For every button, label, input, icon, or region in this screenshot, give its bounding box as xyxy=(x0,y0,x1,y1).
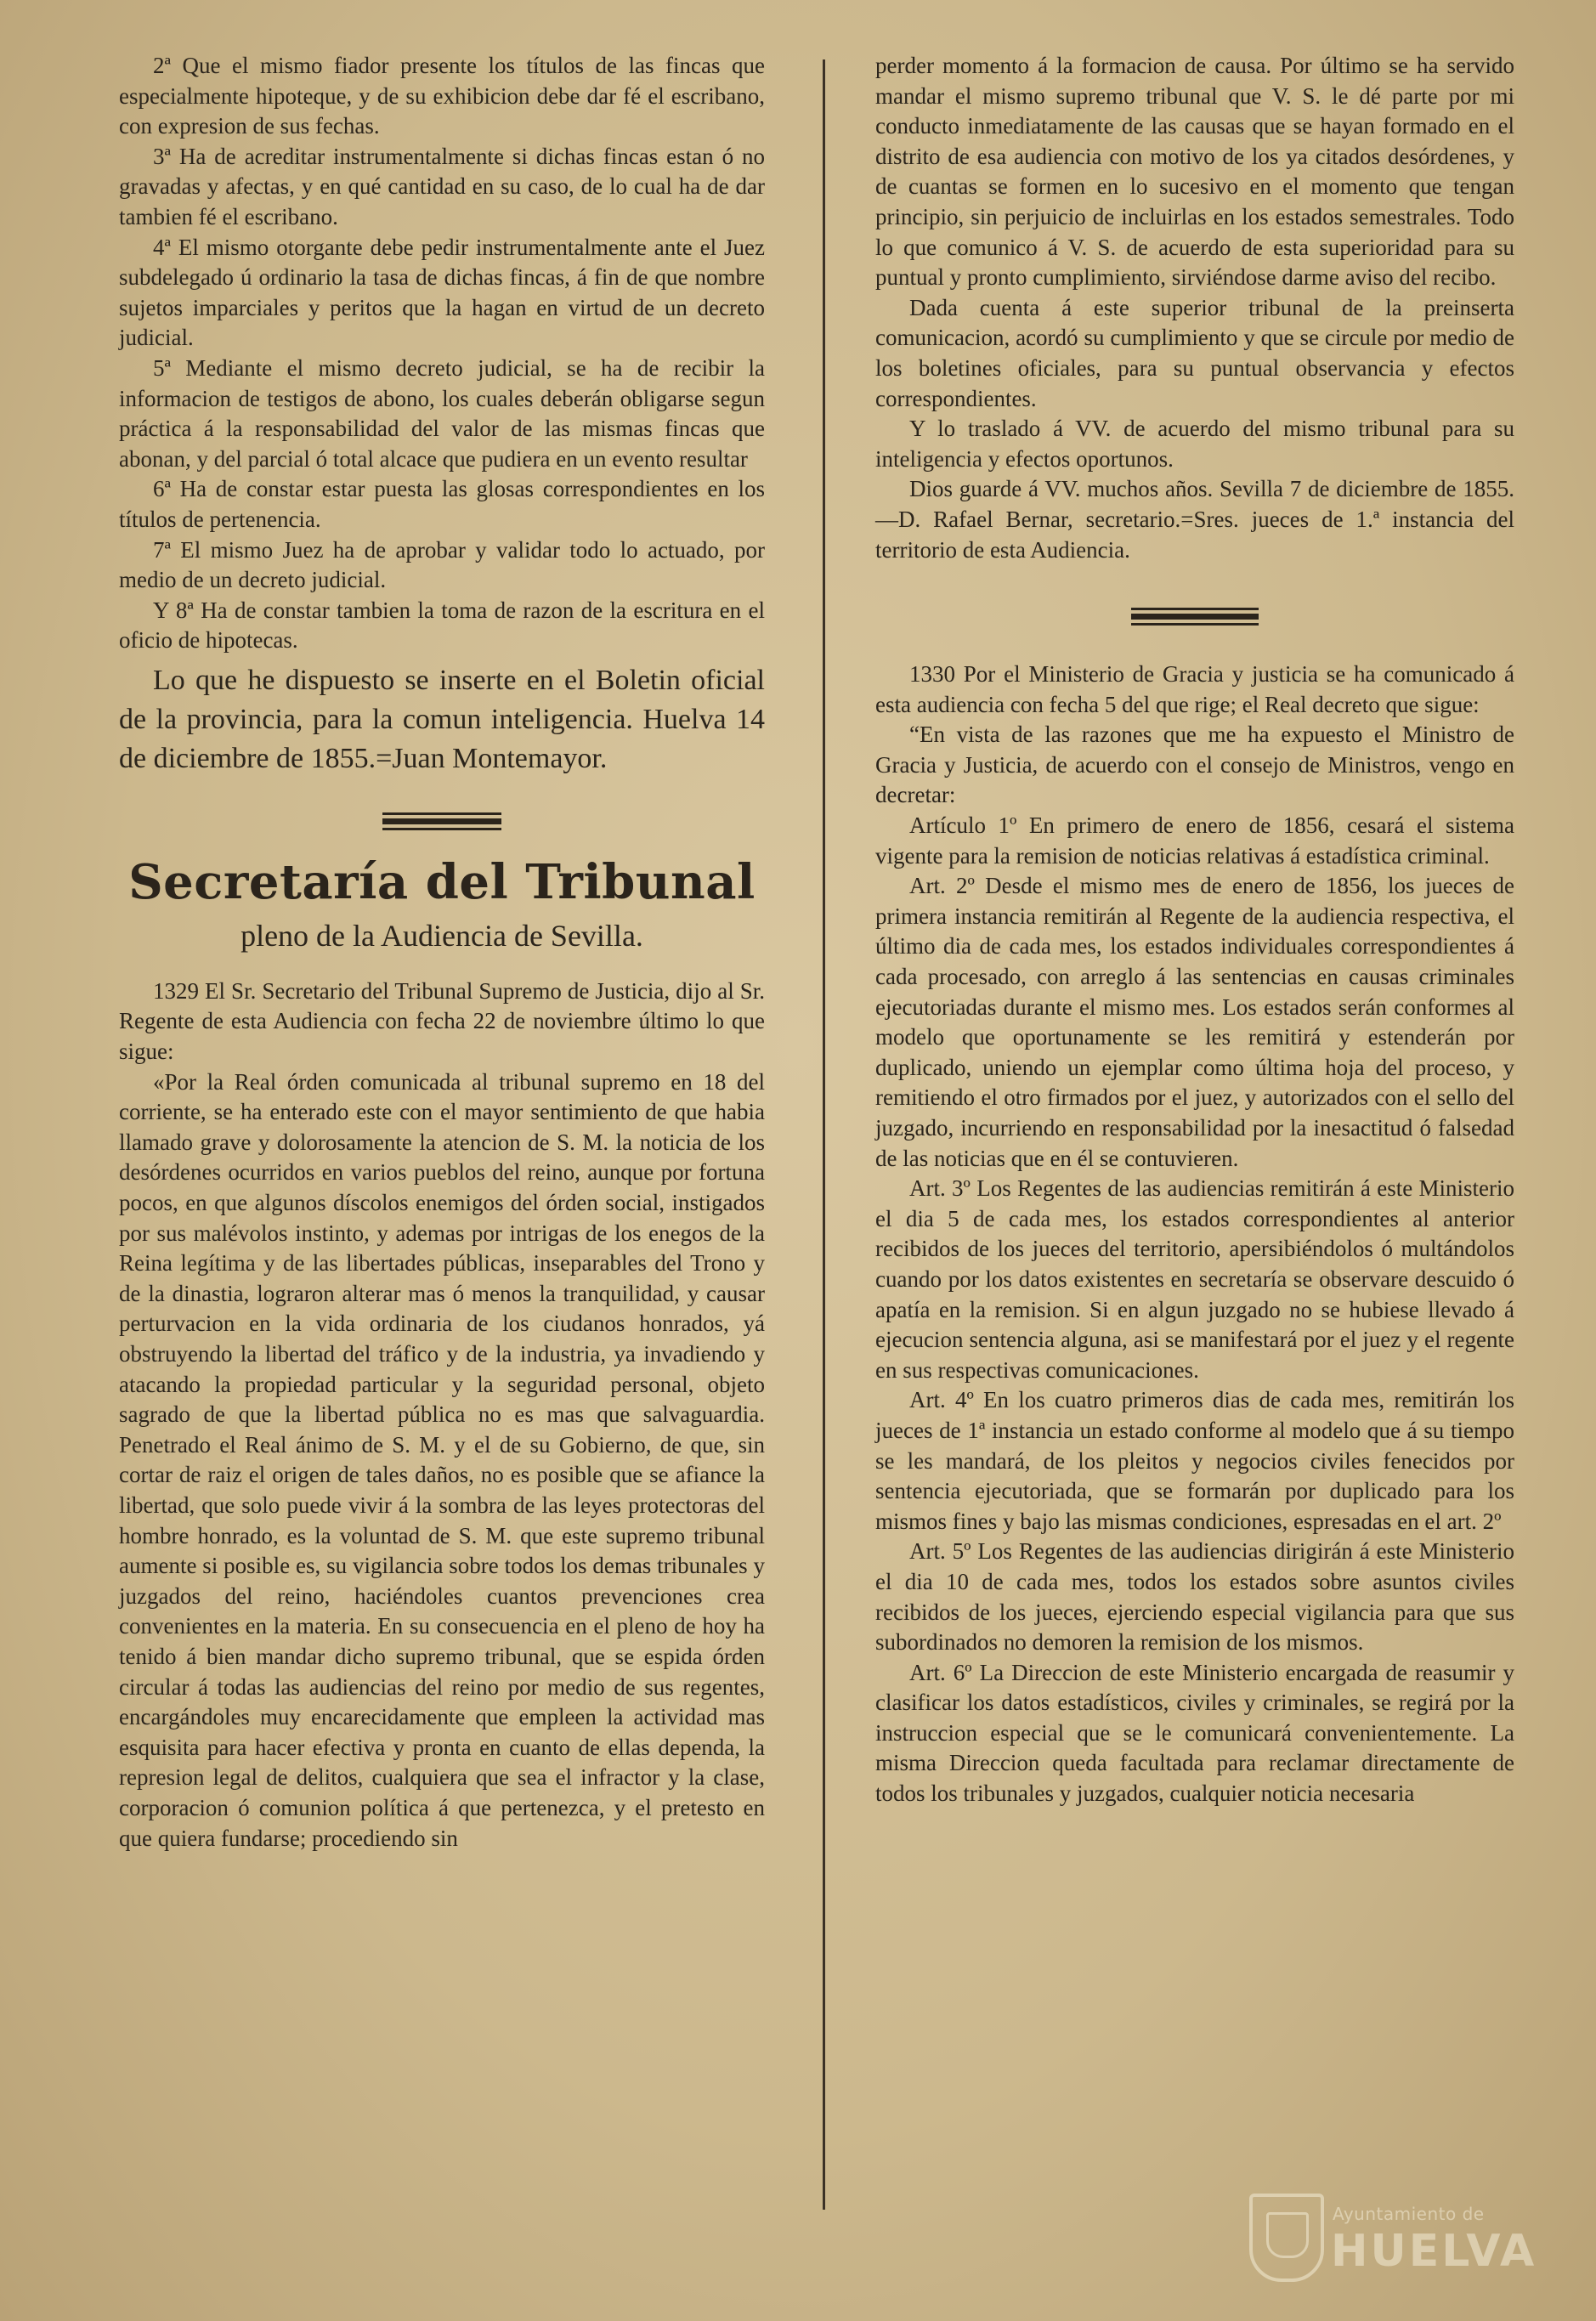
article-1329-body: «Por la Real órden comunicada al tribunal supremo en 18 del corriente, se ha enterado este con el mayor sentimiento de que habia llamado grave y dolorosamente la atencion de S. M. la noticia de los desórdenes ocurridos en varios pueblos del reino, aunque por fortuna pocos, en que algunos díscolos enemigos del órden social, instigados por sus malévolos instinto, y ademas por intrigas de los enegos de la Reina legítima y de las libertades públicas, inseparables del Trono y de la dinastia, lograron alterar mas ó menos la tranquilidad, y causar perturvacion en la vida ordinaria de los ciudanos honrados, yá obstruyendo la libertad del tráfico y de la industria, ya invadiendo y atacando la propiedad particular y la seguridad personal, objeto sagrado de que la libertad pública no es mas que salvaguardia. Penetrado el Real ánimo de S. M. y el de su Gobierno, de que, sin cortar de raiz el origen de tales daños, no es posible que se afiance la libertad, que solo puede vivir á la sombra de las leyes protectoras del hombre honrado, es la voluntad de S. M. que este supremo tribunal aumente si posible es, su vigilancia sobre todos los demas tribunales y juzgados del reino, haciéndoles cuantos prevenciones crea convenientes en la materia. En su consecuencia en el pleno de hoy ha tenido á bien mandar dicho supremo tribunal, que se espida órden circular á todas las audiencias del reino por medio de sus regentes, encargándoles muy encarecidamente que empleen la actividad mas esquisita para hacer efectiva y pronta en cuanto de ellas dependa, la represion legal de delitos, cualquiera que sea el infractor y la clase, corporacion ó comunion política á que pertenezca, y el pretesto en que quiera fundarse; procediendo sin xyxy=(119,1068,765,1851)
decree-article-4: Art. 4º En los cuatro primeros dias de cada mes, remitirán los jueces de 1ª instancia un estado conforme al modelo que á su tiempo se les mandará, de los pleitos y negocios civiles fenecidos por sentencia ejecutoriada, que se formarán por duplicado para los mismos fines y bajo las mismas condiciones, espresadas en el art. 2º xyxy=(875,1387,1514,1534)
left-column xyxy=(119,51,765,1854)
article-1330-intro: 1330 Por el Ministerio de Gracia y justicia se ha comunicado á esta audiencia con fecha 5 del que rige; el Real decreto que sigue: xyxy=(875,661,1514,717)
section-subtitle: pleno de la Audiencia de Sevilla. xyxy=(241,918,643,953)
watermark-small-text: Ayuntamiento de xyxy=(1333,2204,1485,2224)
condition-4: 4ª El mismo otorgante debe pedir instrumentalmente ante el Juez subdelegado ú ordinario la tasa de dichas fincas, á fin de que nombre sujetos imparciales y peritos que la hagan en virtud de un decreto judicial. xyxy=(119,234,765,351)
article-separator xyxy=(1131,608,1259,626)
condition-7: 7ª El mismo Juez ha de aprobar y validar todo lo actuado, por medio de un decreto judicial. xyxy=(119,536,765,593)
archive-watermark xyxy=(1249,2188,1537,2282)
condition-8: Y 8ª Ha de constar tambien la toma de razon de la escritura en el oficio de hipotecas. xyxy=(119,597,765,654)
article-1329-intro: 1329 El Sr. Secretario del Tribunal Supremo de Justicia, dijo al Sr. Regente de esta Audiencia con fecha 22 de noviembre último lo que sigue: xyxy=(119,977,765,1065)
right-column xyxy=(875,51,1514,1809)
condition-6: 6ª Ha de constar estar puesta las glosas correspondientes en los títulos de pertenencia. xyxy=(119,476,765,532)
decree-article-3: Art. 3º Los Regentes de las audiencias remitirán á este Ministerio el dia 5 de cada mes, los estados correspondientes al anterior recibidos de los jueces del territorio, apersibiéndolos ó multándolos cuando por los datos existentes en secretaría se observare descuido ó apatía en la remision. Si en algun juzgado no se hubiese llevado á ejecucion sentencia alguna, asi se manifestará por el juez y el regente en sus respectivas comunicaciones. xyxy=(875,1175,1514,1383)
section-title: Secretaría del Tribunal xyxy=(128,853,756,910)
decree-article-5: Art. 5º Los Regentes de las audiencias dirigirán á este Ministerio el dia 10 de cada mes, todos los estados sobre asuntos civiles recibidos de los jueces, ejerciendo especial vigilancia para que sus subordinados no demoren la remision de los mismos. xyxy=(875,1538,1514,1656)
decree-preamble: “En vista de las razones que me ha expuesto el Ministro de Gracia y Justicia, de acuerdo con el consejo de Ministros, vengo en decretar: xyxy=(875,722,1514,808)
column-divider xyxy=(823,59,825,2210)
decree-article-1: Artículo 1º En primero de enero de 1856, cesará el sistema vigente para la remision de noticias relativas á estadística criminal. xyxy=(875,812,1514,869)
closing-statement: Lo que he dispuesto se inserte en el Boletin oficial de la provincia, para la comun inteligencia. Huelva 14 de diciembre de 1855.=Juan Montemayor. xyxy=(119,664,765,774)
transfer-notice: Y lo traslado á VV. de acuerdo del mismo tribunal para su inteligencia y efectos oportunos. xyxy=(875,416,1514,472)
city-shield-icon xyxy=(1249,2194,1324,2282)
watermark-big-text: HUELVA xyxy=(1331,2226,1537,2277)
condition-2: 2ª Que el mismo fiador presente los títulos de las fincas que especialmente hipoteque, y de su exhibicion debe dar fé el escribano, con expresion de sus fechas. xyxy=(119,53,765,139)
section-ornament xyxy=(382,812,501,830)
condition-5: 5ª Mediante el mismo decreto judicial, se ha de recibir la informacion de testigos de abono, los cuales deberán obligarse segun práctica á la responsabilidad del valor de las mismas fincas que abonan, y del parcial ó total alcace que pudiera en un evento resultar xyxy=(119,354,765,472)
decree-article-2: Art. 2º Desde el mismo mes de enero de 1856, los jueces de primera instancia remitirán al Regente de la audiencia respectiva, el último dia de cada mes, los estados individuales correspondientes á cada procesado, con arreglo á las sentencias en causas criminales ejecutoriadas durante el mismo mes. Los estados serán conformes al modelo que oportunamente se les remitirá y estenderán por duplicado, uniendo un ejemplar como última hoja del proceso, y remitiendo el otro firmados por el juez, y autorizados con el sello del juzgado, incurriendo en responsabilidad por la inesactitud ó falsedad de las noticias que en él se contuvieren. xyxy=(875,873,1514,1171)
signature-line: Dios guarde á VV. muchos años. Sevilla 7 de diciembre de 1855.—D. Rafael Bernar, secretario.=Sres. jueces de 1.ª instancia del territorio de esta Audiencia. xyxy=(875,476,1514,563)
decree-article-6: Art. 6º La Direccion de este Ministerio encargada de reasumir y clasificar los datos estadísticos, civiles y criminales, se regirá por la instruccion especial que se le comunicará convenientemente. La misma Direccion queda facultada para reclamar directamente de todos los tribunales y juzgados, cualquier noticia necesaria xyxy=(875,1659,1514,1807)
tribunal-agreement: Dada cuenta á este superior tribunal de la preinserta comunicacion, acordó su cumplimiento y que se circule por medio de los boletines oficiales, para su puntual observancia y efectos correspondientes. xyxy=(875,294,1514,411)
condition-3: 3ª Ha de acreditar instrumentalmente si dichas fincas estan ó no gravadas y afectas, y en qué cantidad en su caso, de lo cual ha de dar tambien fé el escribano. xyxy=(119,143,765,229)
article-1329-continuation: perder momento á la formacion de causa. Por último se ha servido mandar el mismo supremo tribunal que V. S. le dé parte por mi conducto inmediatamente de las causas que se hayan formado en el distrito de esa audiencia con motivo de los ya citados desórdenes, y de cuantas se formen en lo sucesivo en el momento que tengan principio, sin perjuicio de incluirlas en los estados semestrales. Todo lo que comunico á V. S. de acuerdo de esta superioridad para su puntual y pronto cumplimiento, sirviéndose darme aviso del recibo. xyxy=(875,53,1514,291)
